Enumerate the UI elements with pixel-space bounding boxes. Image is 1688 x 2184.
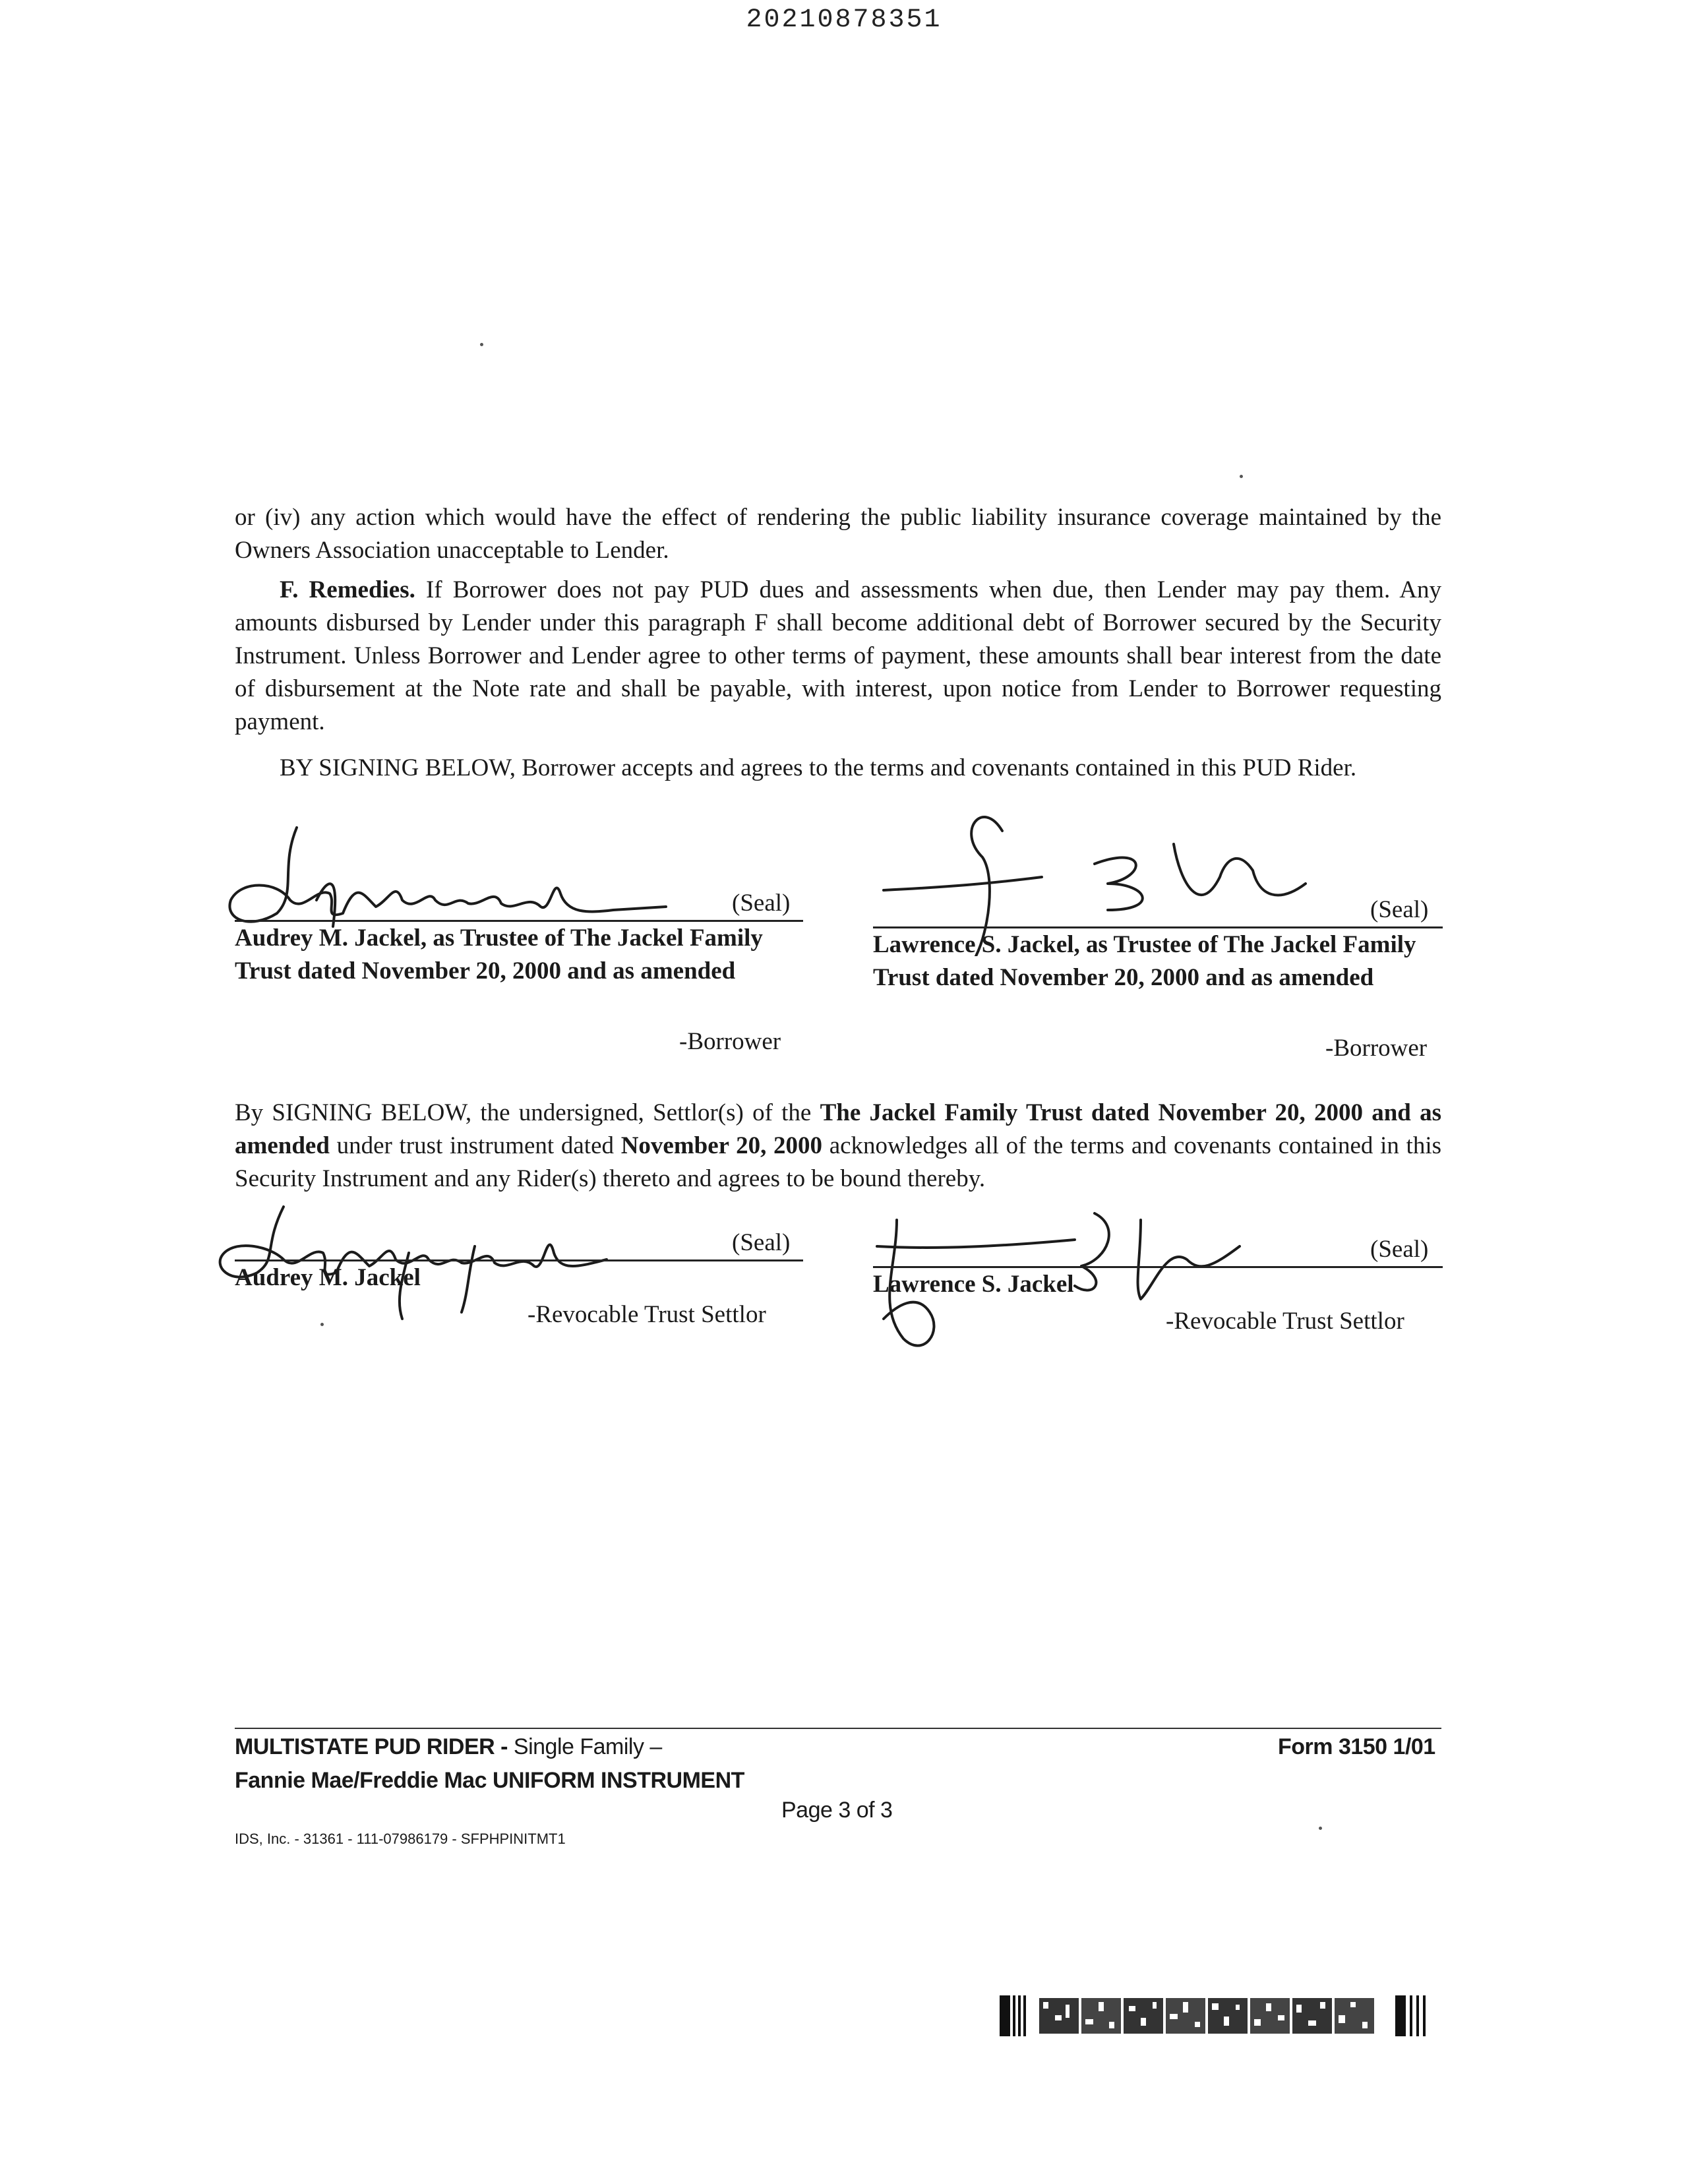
settlor-text-2: under trust instrument dated [329, 1132, 621, 1159]
remedies-heading: F. Remedies. [280, 576, 415, 603]
footer-form-title [235, 1732, 744, 1800]
paragraph-owners-association: or (iv) any action which would have the effect of rendering the public liability insurance coverage maintained by the Owners Association unacceptable to Lender. [235, 504, 1441, 564]
borrower-left-role: -Borrower [679, 1028, 781, 1055]
footer-title-light: Single Family – [507, 1734, 662, 1759]
paragraph-by-signing-below: BY SIGNING BELOW, Borrower accepts and agrees to the terms and covenants contained in this PUD Rider. [280, 754, 1357, 781]
footer-rule [235, 1728, 1441, 1729]
document-number: 20210878351 [746, 5, 942, 35]
footer-page-number: Page 3 of 3 [781, 1798, 893, 1823]
settlor-text-3: acknowledges all of the terms and covenants contained in this Security Instrument and any Rider(s) thereto and agrees to be bound thereby. [235, 1132, 1442, 1192]
borrower-left-seal-label: (Seal) [732, 890, 791, 917]
settlor-text-1: By SIGNING BELOW, the undersigned, Settlor(s) of the [235, 1099, 820, 1126]
borrower-right-name: Lawrence S. Jackel, as Trustee of The Jackel Family Trust dated November 20, 2000 and as amended [873, 931, 1416, 991]
barcode [1000, 1995, 1441, 2039]
settlor-right-role: -Revocable Trust Settlor [1166, 1308, 1404, 1335]
settlor-left-seal-label: (Seal) [732, 1229, 791, 1256]
remedies-body: If Borrower does not pay PUD dues and assessments when due, then Lender may pay them. Any amounts disbursed by Lender under this paragraph F shall become additional debt of Borrower secured by the Security Instrument. Unless Borrower and Lender agree to other terms of payment, these amounts shall bear interest from the date of disbursement at the Note rate and shall be payable, with interest, upon notice from Lender to Borrower requesting payment. [235, 576, 1441, 735]
footer-form-number: Form 3150 1/01 [1278, 1734, 1435, 1759]
settlor-trust-name: The Jackel Family Trust dated November 20, 2000 and as amended [235, 1099, 1441, 1159]
footer-title-bold: MULTISTATE PUD RIDER - [235, 1734, 508, 1759]
settlor-right-name: Lawrence S. Jackel [873, 1271, 1074, 1298]
settlor-trust-date: November 20, 2000 [620, 1132, 823, 1159]
borrower-right-seal-label: (Seal) [1370, 896, 1429, 923]
footer-subtitle: Fannie Mae/Freddie Mac UNIFORM INSTRUMENT [235, 1768, 744, 1793]
settlor-left-role: -Revocable Trust Settlor [528, 1301, 766, 1328]
footer-ids-line: IDS, Inc. - 31361 - 111-07986179 - SFPHPINITMT1 [235, 1831, 566, 1847]
borrower-right-role: -Borrower [1325, 1035, 1428, 1062]
paragraph-remedies [235, 574, 1441, 739]
settlor-right-seal-label: (Seal) [1370, 1236, 1429, 1263]
settlor-left-name: Audrey M. Jackel [235, 1264, 421, 1291]
borrower-left-name: Audrey M. Jackel, as Trustee of The Jackel Family Trust dated November 20, 2000 and as amended [235, 925, 763, 985]
